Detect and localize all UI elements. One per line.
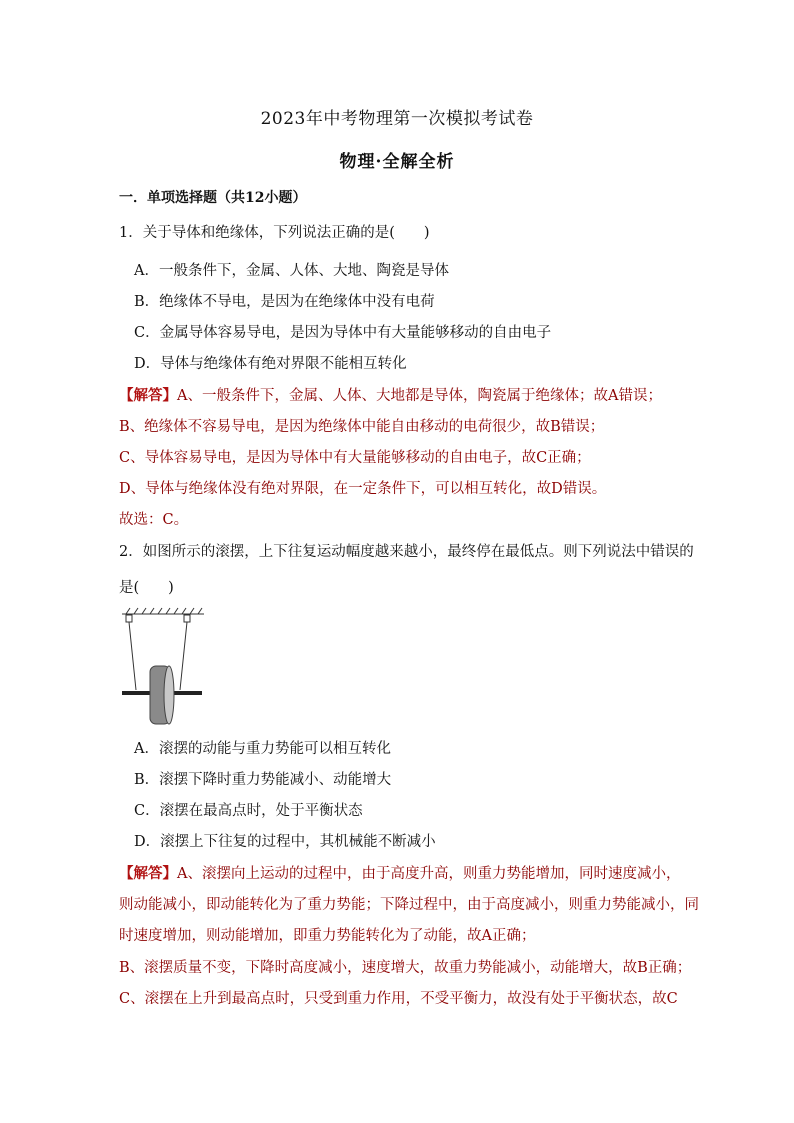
q2-answer-line	[119, 862, 680, 883]
q2-option-d: D．滚摆上下往复的过程中，其机械能不断减小	[134, 834, 436, 850]
q1-answer-line: C、导体容易导电，是因为导体中有大量能够移动的自由电子，故C正确；	[119, 450, 591, 466]
q2-option-b: B．滚摆下降时重力势能减小、动能增大	[134, 772, 392, 788]
q2-answer-text: A、滚摆向上运动的过程中，由于高度升高，则重力势能增加，同时速度减小，	[177, 866, 681, 882]
ceiling-hatch	[122, 608, 204, 614]
q2-option-a: A．滚摆的动能与重力势能可以相互转化	[134, 741, 391, 757]
q1-answer-line	[119, 384, 662, 405]
q2-answer-line: 时速度增加，则动能增加，即重力势能转化为了动能，故A正确；	[119, 928, 536, 944]
q2-option-c: C．滚摆在最高点时，处于平衡状态	[134, 803, 363, 819]
q1-option-b: B．绝缘体不导电，是因为在绝缘体中没有电荷	[134, 294, 435, 310]
q1-answer-tag: 【解答】	[119, 387, 177, 404]
section-heading: 一．单项选择题（共12小题）	[119, 190, 307, 206]
q1-answer-line: D、导体与绝缘体没有绝对界限，在一定条件下，可以相互转化，故D错误。	[119, 481, 607, 497]
q2-answer-line: 则动能减小，即动能转化为了重力势能；下降过程中，由于高度减小，则重力势能减小，同	[119, 897, 699, 913]
q2-stem-cont: 是( )	[119, 580, 174, 596]
q1-answer-line: B、绝缘体不容易导电，是因为绝缘体中能自由移动的电荷很少，故B错误；	[119, 419, 605, 435]
q1-answer-choice: 故选：C。	[119, 512, 189, 528]
q1-answer-text: A、一般条件下，金属、人体、大地都是导体，陶瓷属于绝缘体；故A错误；	[177, 388, 662, 404]
q2-answer-line: C、滚摆在上升到最高点时，只受到重力作用，不受平衡力，故没有处于平衡状态，故C	[119, 991, 678, 1007]
q1-option-a: A．一般条件下，金属、人体、大地、陶瓷是导体	[134, 263, 449, 279]
q2-answer-tag: 【解答】	[119, 865, 177, 882]
q1-option-c: C．金属导体容易导电，是因为导体中有大量能够移动的自由电子	[134, 325, 552, 341]
page-title: 2023年中考物理第一次模拟考试卷	[260, 109, 534, 129]
page-subtitle: 物理·全解全析	[339, 152, 455, 172]
q1-stem: 1．关于导体和绝缘体，下列说法正确的是( )	[119, 225, 430, 241]
q2-answer-line: B、滚摆质量不变，下降时高度减小，速度增大，故重力势能减小，动能增大，故B正确；	[119, 960, 692, 976]
q1-option-d: D．导体与绝缘体有绝对界限不能相互转化	[134, 356, 407, 372]
maxwell-pendulum-figure	[118, 606, 210, 730]
q2-stem: 2．如图所示的滚摆，上下往复运动幅度越来越小，最终停在最低点。则下列说法中错误的	[119, 544, 694, 560]
